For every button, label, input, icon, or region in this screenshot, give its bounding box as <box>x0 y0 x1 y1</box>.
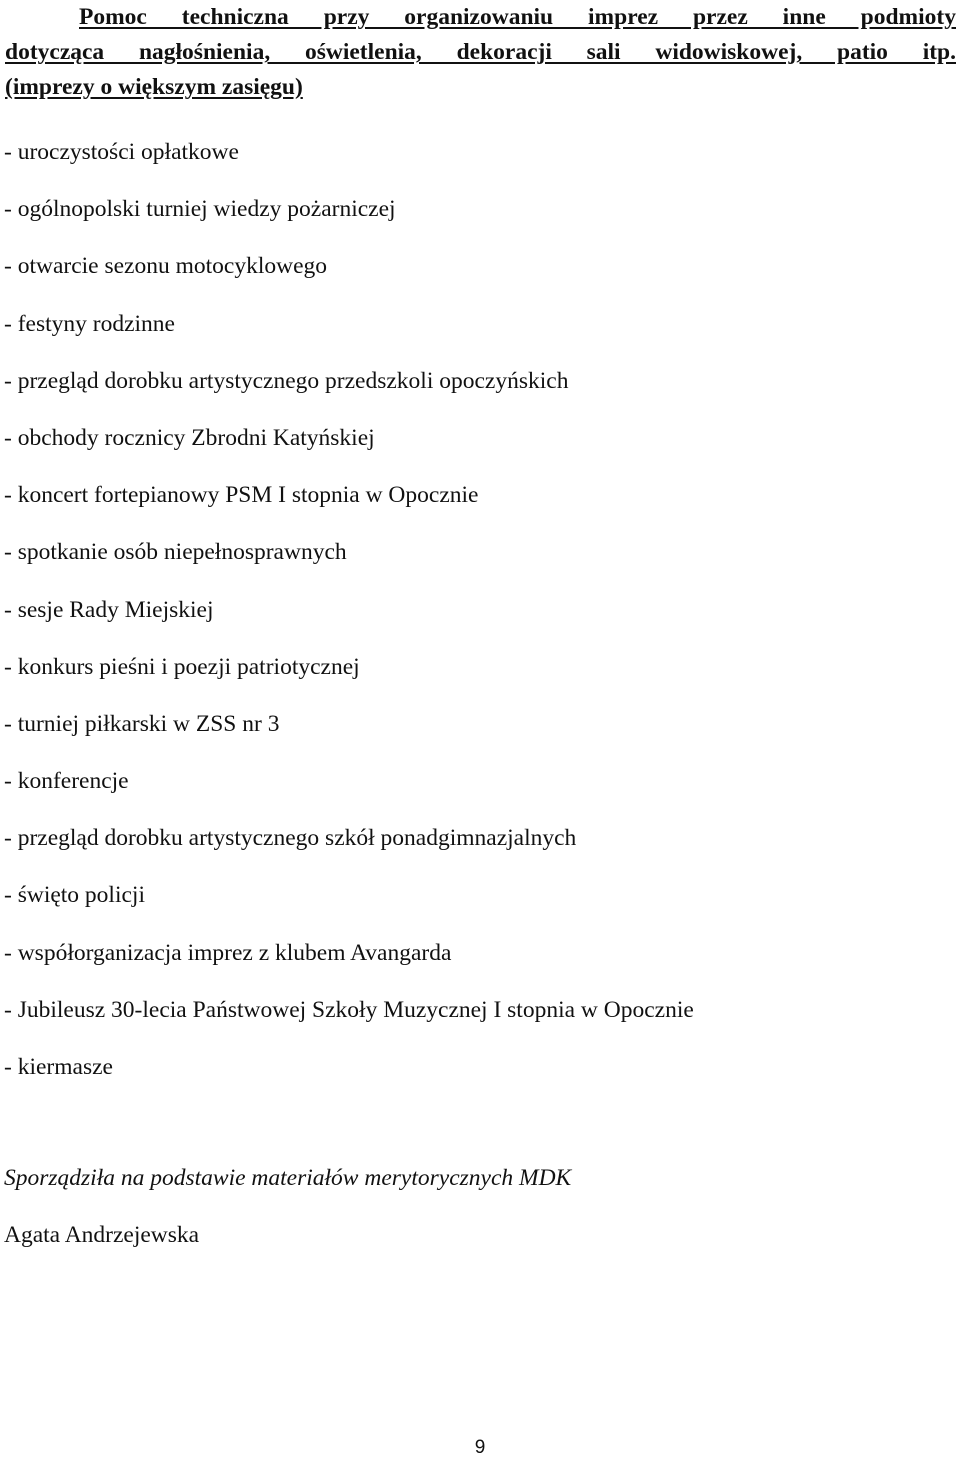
list-item: - przegląd dorobku artystycznego przedszkoli opoczyńskich <box>4 367 569 394</box>
list-item: - sesje Rady Miejskiej <box>4 596 214 623</box>
list-item: - współorganizacja imprez z klubem Avangarda <box>4 939 452 966</box>
list-item: - otwarcie sezonu motocyklowego <box>4 253 328 280</box>
author-name: Agata Andrzejewska <box>4 1222 200 1248</box>
list-item: - kiermasze <box>4 1054 113 1080</box>
list-item: - koncert fortepianowy PSM I stopnia w Opocznie <box>4 482 479 509</box>
list-item: - przegląd dorobku artystycznego szkół ponadgimnazjalnych <box>4 825 577 852</box>
prepared-by-note: Sporządziła na podstawie materiałów merytorycznych MDK <box>4 1165 572 1191</box>
page-number: 9 <box>474 1437 486 1458</box>
list-item: - konferencje <box>4 768 129 795</box>
section-heading <box>5 0 956 105</box>
list-item: - uroczystości opłatkowe <box>4 139 239 165</box>
list-item: - turniej piłkarski w ZSS nr 3 <box>4 710 280 737</box>
list-item: - spotkanie osób niepełnosprawnych <box>4 539 347 566</box>
list-item: - konkurs pieśni i poezji patriotycznej <box>4 653 360 680</box>
event-list <box>4 124 694 1096</box>
heading-line-2: dotycząca nagłośnienia, oświetlenia, dekoracji sali widowiskowej, patio itp. <box>5 39 956 65</box>
list-item: - ogólnopolski turniej wiedzy pożarniczej <box>4 196 396 223</box>
heading-line-1: Pomoc techniczna przy organizowaniu imprez przez inne podmioty <box>79 4 956 30</box>
list-item: - obchody rocznicy Zbrodni Katyńskiej <box>4 424 375 451</box>
heading-line-3: (imprezy o większym zasięgu) <box>5 74 303 100</box>
list-item: - święto policji <box>4 882 145 909</box>
signature-block <box>4 1150 571 1264</box>
list-item: - festyny rodzinne <box>4 310 175 337</box>
list-item: - Jubileusz 30-lecia Państwowej Szkoły Muzycznej I stopnia w Opocznie <box>4 996 694 1023</box>
